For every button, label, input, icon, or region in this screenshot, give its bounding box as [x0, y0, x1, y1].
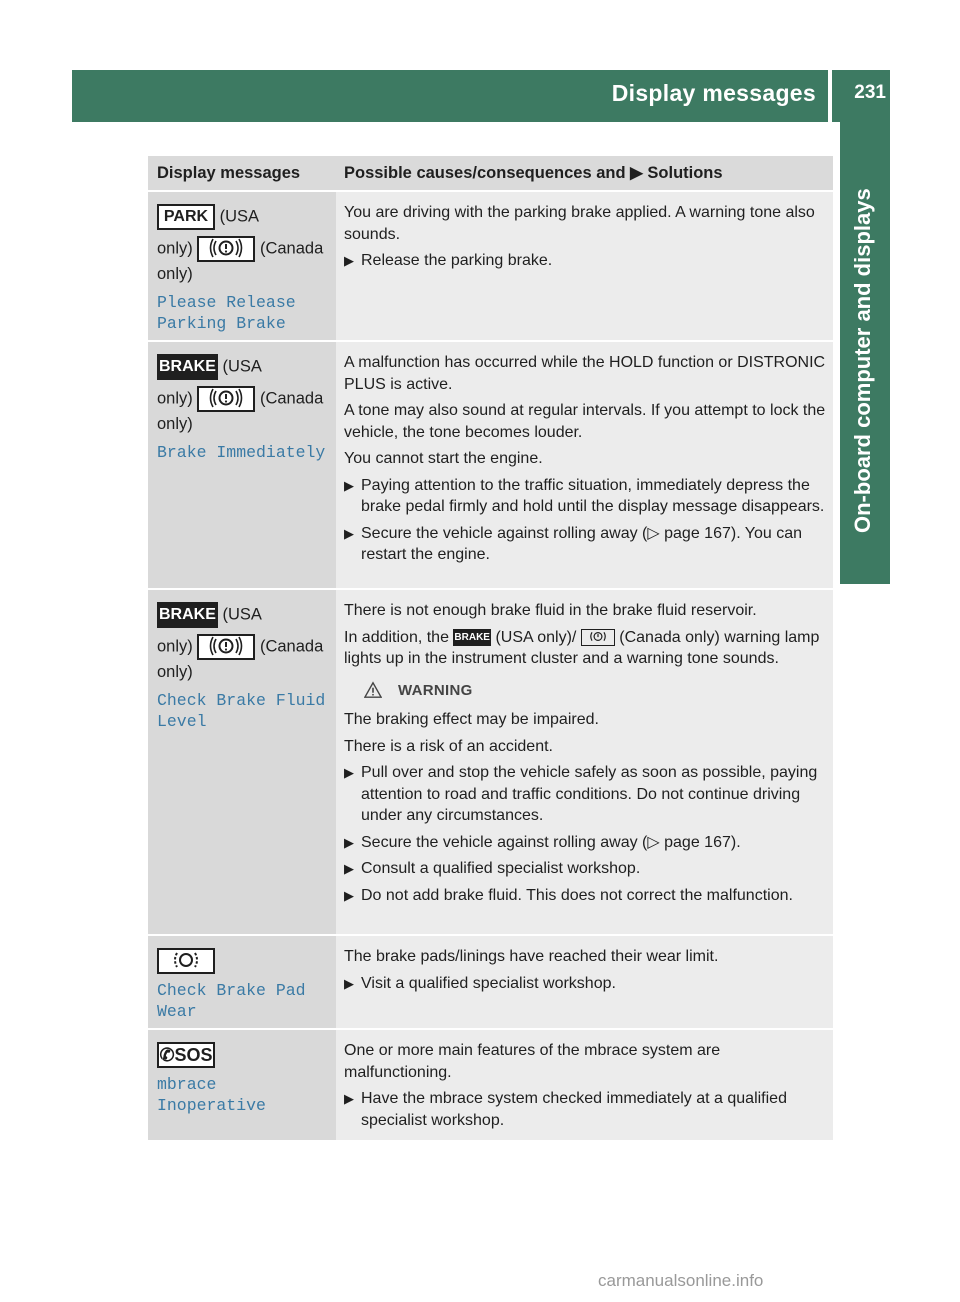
solution-step	[344, 973, 827, 995]
display-message-cell	[148, 1030, 336, 1140]
cause-text: The brake pads/linings have reached their wear limit.	[344, 948, 719, 965]
region-label: (USA	[222, 357, 262, 376]
display-message-text: mbrace Inoperative	[157, 1075, 266, 1115]
display-message-cell	[148, 936, 336, 1028]
step-text: Do not add brake fluid. This does not correct the malfunction.	[361, 886, 793, 904]
cause-text-part: In addition, the	[344, 628, 449, 646]
watermark: carmanualsonline.info	[598, 1271, 764, 1290]
step-text: Secure the vehicle against rolling away (▷ page 167).	[361, 833, 741, 851]
side-tab-label: On-board computer and displays	[850, 188, 875, 533]
cause-text: There is not enough brake fluid in the brake fluid reservoir.	[344, 602, 757, 619]
display-message-text: Brake Immediately	[157, 443, 326, 462]
cause-text: You cannot start the engine.	[344, 450, 543, 467]
brake-pad-wear-icon	[157, 948, 215, 974]
step-arrow-icon: ▶	[344, 887, 354, 903]
solution-step	[344, 858, 827, 880]
solution-step	[344, 762, 827, 827]
display-message-text: Please Release Parking Brake	[157, 293, 296, 333]
cause-text: One or more main features of the mbrace system are malfunctioning.	[344, 1042, 721, 1081]
step-text: Paying attention to the traffic situation, immediately depress the brake pedal firmly and hold until the display message disappears.	[361, 476, 825, 515]
page-title: Display messages	[611, 80, 816, 106]
warning-heading	[364, 680, 827, 702]
step-text: Pull over and stop the vehicle safely as soon as possible, paying attention to road and traffic conditions. Do not continue driving under any circumstances.	[361, 764, 818, 824]
warning-text: There is a risk of an accident.	[344, 737, 553, 755]
region-label: (Canada	[259, 637, 324, 656]
solution-step	[344, 475, 827, 518]
solution-cell	[336, 1030, 833, 1140]
region-label: only)	[157, 265, 193, 283]
step-text: Release the parking brake.	[361, 252, 553, 269]
warning-triangle-icon	[364, 681, 382, 699]
display-message-cell	[148, 192, 336, 340]
table-row	[148, 934, 833, 1028]
step-text: Have the mbrace system checked immediately at a qualified specialist workshop.	[361, 1090, 787, 1129]
brake-icon: BRAKE	[157, 602, 218, 628]
step-arrow-icon: ▶	[344, 861, 354, 876]
solution-step	[344, 1088, 827, 1131]
brake-warning-lamp-icon	[197, 386, 255, 412]
table-row	[148, 588, 833, 934]
header-bar	[72, 70, 890, 122]
column-header-causes-solutions: Possible causes/consequences and ▶ Solutions	[344, 164, 723, 182]
park-icon: PARK	[157, 204, 215, 230]
warning-label: WARNING	[398, 681, 473, 699]
solution-cell	[336, 342, 833, 588]
brake-icon: BRAKE	[453, 629, 491, 646]
brake-warning-lamp-icon	[581, 629, 615, 646]
region-label: (USA	[222, 605, 262, 624]
solution-step	[344, 250, 827, 272]
cause-text: A malfunction has occurred while the HOLD function or DISTRONIC PLUS is active.	[344, 354, 826, 393]
step-text: Consult a qualified specialist workshop.	[361, 860, 641, 877]
region-label: only)	[157, 239, 193, 258]
table-row	[148, 340, 833, 588]
display-message-text: Check Brake Pad Wear	[157, 981, 306, 1021]
cause-text: You are driving with the parking brake applied. A warning tone also sounds.	[344, 204, 815, 243]
step-text: Secure the vehicle against rolling away (▷ page 167). You can restart the engine.	[361, 524, 803, 563]
table-row	[148, 1028, 833, 1140]
cause-text: A tone may also sound at regular intervals. If you attempt to lock the vehicle, the tone becomes louder.	[344, 402, 826, 441]
solution-step	[344, 832, 827, 854]
region-label: only)	[157, 415, 193, 433]
solution-step	[344, 885, 827, 907]
cause-text	[344, 627, 827, 670]
region-label: (Canada	[259, 239, 324, 258]
sos-phone-icon	[157, 1042, 215, 1068]
region-label: only)	[157, 637, 193, 656]
cause-text-part: (USA only)/	[495, 628, 577, 646]
table-header	[148, 156, 833, 190]
region-label: only)	[157, 663, 193, 681]
solution-step	[344, 523, 827, 566]
solution-cell	[336, 936, 833, 1028]
step-arrow-icon: ▶	[344, 765, 354, 780]
column-header-display-messages: Display messages	[157, 163, 301, 182]
region-label: only)	[157, 389, 193, 408]
step-text: Visit a qualified specialist workshop.	[361, 974, 616, 992]
sos-label: SOS	[174, 1045, 213, 1065]
region-label: (Canada	[259, 389, 324, 408]
display-message-text: Check Brake Fluid Level	[157, 691, 326, 731]
cause-text-part: (Canada only) warning lamp lights up in the instrument cluster and a warning tone sounds.	[344, 628, 820, 667]
solution-cell	[336, 192, 833, 340]
brake-warning-lamp-icon	[197, 236, 255, 262]
step-arrow-icon: ▶	[344, 477, 354, 493]
step-arrow-icon: ▶	[344, 253, 354, 268]
step-arrow-icon: ▶	[344, 525, 354, 541]
page-number: 231	[854, 82, 886, 103]
display-message-cell	[148, 590, 336, 934]
step-arrow-icon: ▶	[344, 975, 354, 991]
header-divider	[828, 70, 832, 122]
warning-text: The braking effect may be impaired.	[344, 711, 599, 728]
step-arrow-icon: ▶	[344, 1091, 354, 1106]
display-messages-table	[148, 156, 833, 1140]
step-arrow-icon: ▶	[344, 834, 354, 850]
solution-cell	[336, 590, 833, 934]
display-message-cell	[148, 342, 336, 588]
brake-icon: BRAKE	[157, 354, 218, 380]
brake-warning-lamp-icon	[197, 634, 255, 660]
table-row	[148, 190, 833, 340]
region-label: (USA	[219, 207, 260, 226]
phone-icon: ✆	[159, 1045, 175, 1065]
